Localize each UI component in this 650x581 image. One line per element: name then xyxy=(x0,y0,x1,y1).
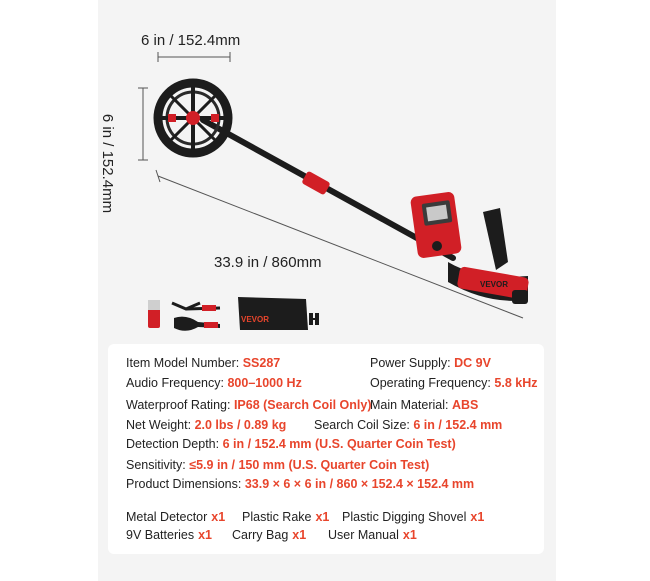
length-label: 33.9 in / 860mm xyxy=(214,254,322,271)
handle xyxy=(448,208,529,304)
battery-icon xyxy=(148,300,160,328)
carry-bag-icon xyxy=(238,297,308,330)
spec-audio: Audio Frequency: 800–1000 Hz xyxy=(126,376,302,390)
search-coil xyxy=(158,83,228,153)
spec-coil: Search Coil Size: 6 in / 152.4 mm xyxy=(314,418,503,432)
accessory-images xyxy=(148,297,319,331)
coil-height-label: 6 in / 152.4mm xyxy=(99,113,117,214)
shaft xyxy=(203,120,453,258)
rake-shovel-icon xyxy=(172,303,220,331)
specs-card xyxy=(108,344,544,554)
accessory-carry-bag: Carry Bag x1 xyxy=(232,528,307,542)
accessory-user-manual: User Manual x1 xyxy=(328,528,417,542)
spec-depth: Detection Depth: 6 in / 152.4 mm (U.S. Quarter Coin Test) xyxy=(126,437,456,451)
coil-width-label: 6 in / 152.4mm xyxy=(141,32,241,49)
accessory-digging-shovel: Plastic Digging Shovel x1 xyxy=(342,510,485,524)
spec-power: Power Supply: DC 9V xyxy=(370,356,491,370)
spec-operating: Operating Frequency: 5.8 kHz xyxy=(370,376,538,390)
product-illustration xyxy=(98,0,556,340)
spec-material: Main Material: ABS xyxy=(370,398,479,412)
spec-sensitivity: Sensitivity: ≤5.9 in / 150 mm (U.S. Quarter Coin Test) xyxy=(126,458,430,472)
spec-model: Item Model Number: SS287 xyxy=(126,356,281,370)
spec-waterproof: Waterproof Rating: IP68 (Search Coil Only) xyxy=(126,398,372,412)
accessory-metal-detector: Metal Detector x1 xyxy=(126,510,226,524)
spec-weight: Net Weight: 2.0 lbs / 0.89 kg xyxy=(126,418,287,432)
control-box xyxy=(410,191,462,259)
accessory-plastic-rake: Plastic Rake x1 xyxy=(242,510,330,524)
bag-brand-logo: VEVOR xyxy=(241,315,270,324)
handle-brand-logo: VEVOR xyxy=(480,280,509,289)
accessory-batteries: 9V Batteries x1 xyxy=(126,528,212,542)
clip-icon xyxy=(309,313,319,325)
spec-dimensions: Product Dimensions: 33.9 × 6 × 6 in / 860 × 152.4 × 152.4 mm xyxy=(126,477,475,491)
